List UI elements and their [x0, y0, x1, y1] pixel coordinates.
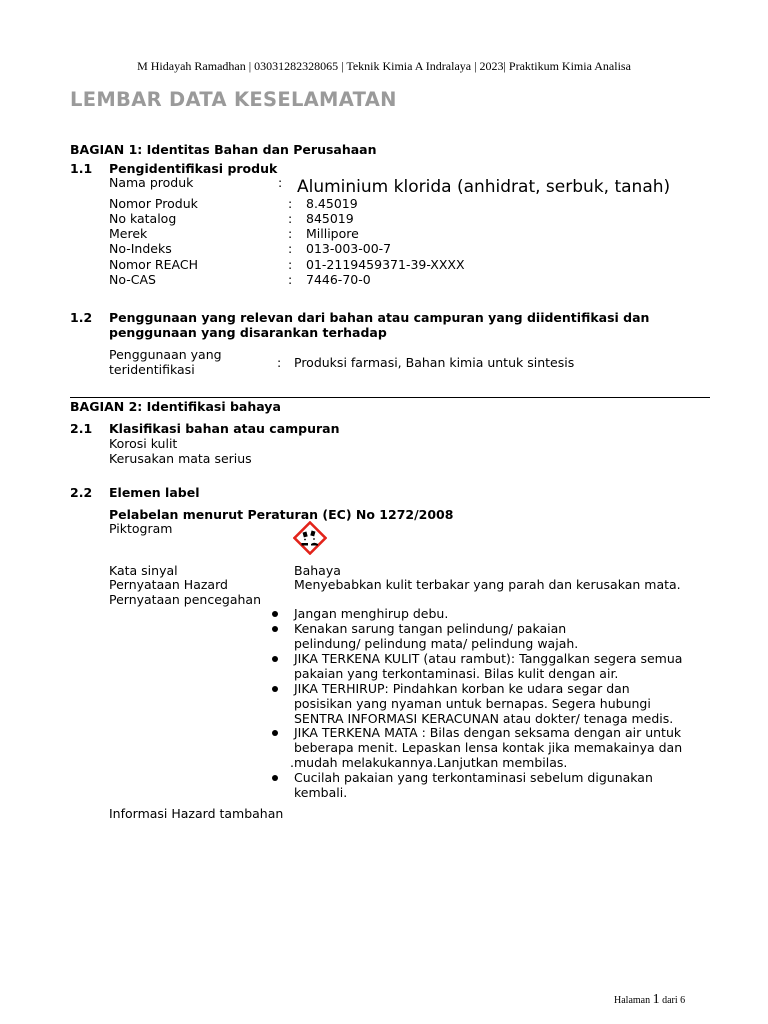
- identified-use-value: Produksi farmasi, Bahan kimia untuk sintesis: [294, 355, 575, 370]
- precaution-label: Pernyataan pencegahan: [109, 592, 262, 607]
- classification-item: Korosi kulit: [109, 436, 178, 451]
- precaution-item: JIKA TERHIRUP: Pindahkan korban ke udara segar dan: [294, 681, 630, 696]
- field-value: 01-2119459371-39-XXXX: [306, 257, 465, 272]
- field-colon: :: [288, 196, 293, 211]
- bullet-icon: [272, 656, 278, 662]
- page-footer: [614, 992, 685, 1008]
- field-colon: :: [288, 226, 293, 241]
- document-title: LEMBAR DATA KESELAMATAN: [70, 88, 397, 111]
- precaution-item-cont: pakaian yang terkontaminasi. Bilas kulit dengan air.: [294, 666, 619, 681]
- field-label: No-Indeks: [109, 241, 172, 256]
- field-colon: :: [288, 257, 293, 272]
- signal-word-label: Kata sinyal: [109, 563, 178, 578]
- subsection-1-2-title-line2: penggunaan yang disarankan terhadap: [109, 325, 387, 340]
- additional-hazard-info-label: Informasi Hazard tambahan: [109, 806, 284, 821]
- regulation-heading: Pelabelan menurut Peraturan (EC) No 1272/2008: [109, 507, 454, 522]
- field-label: No-CAS: [109, 272, 156, 287]
- precaution-item-cont: .mudah melakukannya.Lanjutkan membilas.: [290, 755, 568, 770]
- precaution-item-cont: kembali.: [294, 785, 348, 800]
- bullet-icon: [272, 686, 278, 692]
- subsection-1-1-title: Pengidentifikasi produk: [109, 161, 278, 176]
- bullet-icon: [272, 611, 278, 617]
- field-colon: :: [288, 241, 293, 256]
- subsection-2-1-title: Klasifikasi bahan atau campuran: [109, 421, 340, 436]
- product-name-colon: :: [278, 175, 283, 190]
- identified-use-label-line2: teridentifikasi: [109, 362, 195, 377]
- precaution-item-cont: pelindung/ pelindung mata/ pelindung wajah.: [294, 636, 579, 651]
- document-header: M Hidayah Ramadhan | 03031282328065 | Teknik Kimia A Indralaya | 2023| Praktikum Kimia Analisa: [137, 59, 631, 73]
- page-number: 1: [652, 992, 660, 1007]
- precaution-item: Kenakan sarung tangan pelindung/ pakaian: [294, 621, 567, 636]
- subsection-1-1-number: 1.1: [70, 161, 93, 176]
- ghs05-corrosion-icon: [293, 521, 327, 555]
- bullet-icon: [272, 626, 278, 632]
- field-value: 013-003-00-7: [306, 241, 392, 256]
- field-value: 845019: [306, 211, 354, 226]
- section-1-heading: BAGIAN 1: Identitas Bahan dan Perusahaan: [70, 142, 377, 157]
- signal-word-value: Bahaya: [294, 563, 341, 578]
- product-name-label: Nama produk: [109, 175, 194, 190]
- page-total: 6: [680, 995, 686, 1006]
- subsection-1-2-number: 1.2: [70, 310, 93, 325]
- section-2-heading: BAGIAN 2: Identifikasi bahaya: [70, 399, 281, 414]
- precaution-item: JIKA TERKENA KULIT (atau rambut): Tanggalkan segera semua: [294, 651, 683, 666]
- field-colon: :: [288, 272, 293, 287]
- subsection-2-2-title: Elemen label: [109, 485, 200, 500]
- of-word: dari: [662, 995, 678, 1006]
- page-word: Halaman: [614, 995, 651, 1006]
- precaution-item-cont: beberapa menit. Lepaskan lensa kontak jika memakainya dan: [294, 740, 683, 755]
- identified-use-colon: :: [277, 355, 282, 370]
- precaution-item-cont: SENTRA INFORMASI KERACUNAN atau dokter/ tenaga medis.: [294, 711, 674, 726]
- field-value: 7446-70-0: [306, 272, 371, 287]
- precaution-item: Jangan menghirup debu.: [294, 606, 449, 621]
- precaution-item: JIKA TERKENA MATA : Bilas dengan seksama dengan air untuk: [294, 725, 682, 740]
- pictogram-label: Piktogram: [109, 521, 173, 536]
- precaution-item-cont: posisikan yang nyaman untuk bernapas. Segera hubungi: [294, 696, 651, 711]
- bullet-icon: [272, 775, 278, 781]
- subsection-2-2-number: 2.2: [70, 485, 93, 500]
- field-value: Millipore: [306, 226, 359, 241]
- precaution-item: Cucilah pakaian yang terkontaminasi sebelum digunakan: [294, 770, 653, 785]
- field-label: Nomor REACH: [109, 257, 198, 272]
- section-divider: [70, 397, 710, 398]
- classification-item: Kerusakan mata serius: [109, 451, 252, 466]
- field-label: Merek: [109, 226, 148, 241]
- identified-use-label-line1: Penggunaan yang: [109, 347, 222, 362]
- field-label: No katalog: [109, 211, 177, 226]
- subsection-1-2-title-line1: Penggunaan yang relevan dari bahan atau campuran yang diidentifikasi dan: [109, 310, 650, 325]
- product-name-value: Aluminium klorida (anhidrat, serbuk, tanah): [297, 177, 671, 197]
- hazard-statement-value: Menyebabkan kulit terbakar yang parah dan kerusakan mata.: [294, 577, 681, 592]
- subsection-2-1-number: 2.1: [70, 421, 93, 436]
- field-colon: :: [288, 211, 293, 226]
- bullet-icon: [272, 730, 278, 736]
- field-label: Nomor Produk: [109, 196, 198, 211]
- field-value: 8.45019: [306, 196, 358, 211]
- hazard-statement-label: Pernyataan Hazard: [109, 577, 228, 592]
